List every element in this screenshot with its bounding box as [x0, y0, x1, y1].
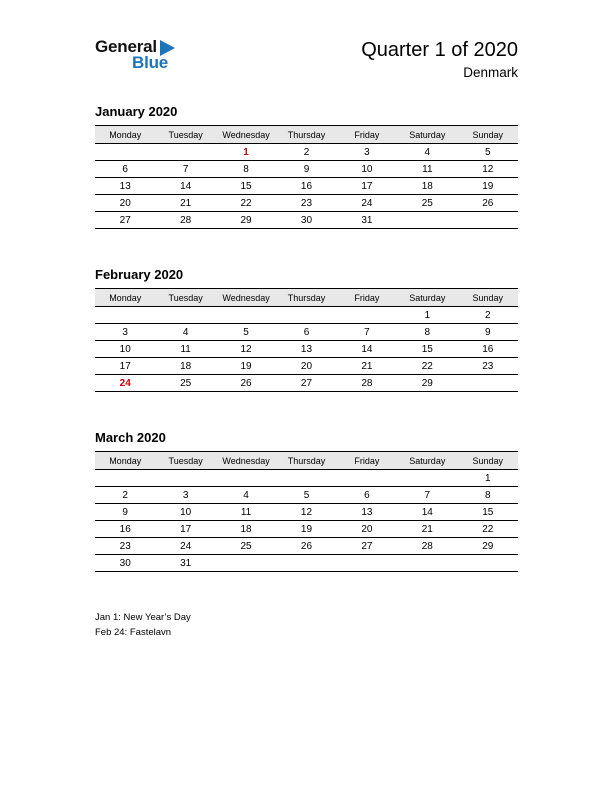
day-cell: 29 [397, 375, 457, 392]
day-cell: 14 [337, 341, 397, 358]
day-cell: 2 [458, 307, 518, 324]
weekday-header-friday: Friday [337, 126, 397, 144]
day-cell: 5 [216, 324, 276, 341]
day-cell: 22 [397, 358, 457, 375]
day-cell: 15 [216, 178, 276, 195]
weekday-header-wednesday: Wednesday [216, 289, 276, 307]
calendar-table [95, 288, 518, 392]
weekday-header-thursday: Thursday [276, 126, 336, 144]
empty-day-cell [155, 470, 215, 487]
day-cell: 28 [397, 538, 457, 555]
day-cell: 10 [337, 161, 397, 178]
day-cell: 8 [397, 324, 457, 341]
day-cell: 26 [458, 195, 518, 212]
day-cell: 18 [216, 521, 276, 538]
holiday-note: Jan 1: New Year’s Day [95, 612, 191, 623]
day-cell: 25 [216, 538, 276, 555]
week-row [95, 521, 518, 538]
empty-day-cell [397, 212, 457, 229]
week-row [95, 324, 518, 341]
page-header [95, 38, 518, 100]
holiday-notes [95, 610, 518, 640]
month-january [95, 104, 518, 229]
weekday-header-saturday: Saturday [397, 452, 457, 470]
day-cell: 24 [155, 538, 215, 555]
week-row [95, 358, 518, 375]
day-cell: 1 [458, 470, 518, 487]
day-cell: 12 [276, 504, 336, 521]
day-cell: 23 [458, 358, 518, 375]
day-cell: 6 [95, 161, 155, 178]
week-row [95, 307, 518, 324]
weekday-header-tuesday: Tuesday [155, 289, 215, 307]
day-cell: 11 [216, 504, 276, 521]
empty-day-cell [458, 555, 518, 572]
day-cell: 1 [397, 307, 457, 324]
empty-day-cell [337, 307, 397, 324]
empty-day-cell [216, 555, 276, 572]
general-blue-logo [95, 38, 175, 72]
empty-day-cell [155, 144, 215, 161]
empty-day-cell [337, 470, 397, 487]
day-cell: 21 [397, 521, 457, 538]
day-cell: 27 [337, 538, 397, 555]
month-february [95, 267, 518, 392]
calendar-table [95, 451, 518, 572]
weekday-header-saturday: Saturday [397, 289, 457, 307]
day-cell: 12 [216, 341, 276, 358]
day-cell: 18 [397, 178, 457, 195]
day-cell: 7 [337, 324, 397, 341]
logo-text-blue: Blue [132, 53, 169, 72]
weekday-header-saturday: Saturday [397, 126, 457, 144]
day-cell: 30 [95, 555, 155, 572]
day-cell: 7 [397, 487, 457, 504]
week-row [95, 487, 518, 504]
empty-day-cell [397, 470, 457, 487]
day-cell: 8 [216, 161, 276, 178]
day-cell: 31 [337, 212, 397, 229]
weekday-header-tuesday: Tuesday [155, 452, 215, 470]
weekday-header-sunday: Sunday [458, 452, 518, 470]
week-row [95, 195, 518, 212]
day-cell: 26 [216, 375, 276, 392]
week-row [95, 144, 518, 161]
weekday-header-monday: Monday [95, 126, 155, 144]
holiday-note: Feb 24: Fastelavn [95, 627, 172, 638]
day-cell: 29 [216, 212, 276, 229]
day-cell: 24 [337, 195, 397, 212]
empty-day-cell [458, 375, 518, 392]
page-title: Quarter 1 of 2020 [361, 39, 518, 61]
weekday-header-thursday: Thursday [276, 452, 336, 470]
day-cell: 8 [458, 487, 518, 504]
weekday-header-friday: Friday [337, 289, 397, 307]
empty-day-cell [276, 470, 336, 487]
day-cell: 31 [155, 555, 215, 572]
day-cell: 12 [458, 161, 518, 178]
week-row [95, 375, 518, 392]
day-cell: 18 [155, 358, 215, 375]
weekday-header-row [95, 289, 518, 307]
day-cell: 27 [95, 212, 155, 229]
day-cell: 16 [276, 178, 336, 195]
week-row [95, 504, 518, 521]
week-row [95, 178, 518, 195]
title-block [361, 38, 518, 80]
weekday-header-monday: Monday [95, 452, 155, 470]
day-cell: 20 [337, 521, 397, 538]
week-row [95, 470, 518, 487]
month-title: February 2020 [95, 267, 184, 282]
day-cell: 20 [95, 195, 155, 212]
day-cell: 16 [458, 341, 518, 358]
calendars-container [95, 104, 518, 572]
weekday-header-row [95, 126, 518, 144]
day-cell: 10 [95, 341, 155, 358]
day-cell: 6 [337, 487, 397, 504]
day-cell: 22 [216, 195, 276, 212]
day-cell: 19 [276, 521, 336, 538]
logo-text-general: General [95, 37, 157, 57]
weekday-header-friday: Friday [337, 452, 397, 470]
day-cell: 3 [337, 144, 397, 161]
week-row [95, 161, 518, 178]
day-cell: 2 [95, 487, 155, 504]
day-cell: 14 [155, 178, 215, 195]
day-cell: 15 [397, 341, 457, 358]
empty-day-cell [276, 307, 336, 324]
calendar-table [95, 125, 518, 229]
page-subtitle: Denmark [463, 65, 518, 80]
empty-day-cell [276, 555, 336, 572]
day-cell: 3 [95, 324, 155, 341]
week-row [95, 538, 518, 555]
day-cell: 23 [276, 195, 336, 212]
day-cell: 28 [337, 375, 397, 392]
day-cell: 23 [95, 538, 155, 555]
empty-day-cell [458, 212, 518, 229]
day-cell: 19 [458, 178, 518, 195]
weekday-header-thursday: Thursday [276, 289, 336, 307]
empty-day-cell [95, 470, 155, 487]
month-march [95, 430, 518, 572]
month-title: March 2020 [95, 430, 166, 445]
day-cell: 6 [276, 324, 336, 341]
day-cell: 20 [276, 358, 336, 375]
day-cell: 13 [337, 504, 397, 521]
day-cell: 2 [276, 144, 336, 161]
day-cell: 3 [155, 487, 215, 504]
weekday-header-sunday: Sunday [458, 126, 518, 144]
empty-day-cell [216, 307, 276, 324]
day-cell: 21 [155, 195, 215, 212]
day-cell: 13 [276, 341, 336, 358]
day-cell: 4 [216, 487, 276, 504]
day-cell: 7 [155, 161, 215, 178]
day-cell: 14 [397, 504, 457, 521]
weekday-header-wednesday: Wednesday [216, 126, 276, 144]
weekday-header-monday: Monday [95, 289, 155, 307]
empty-day-cell [155, 307, 215, 324]
day-cell: 19 [216, 358, 276, 375]
day-cell: 15 [458, 504, 518, 521]
day-cell: 17 [155, 521, 215, 538]
holiday-day-cell: 1 [216, 144, 276, 161]
day-cell: 25 [397, 195, 457, 212]
day-cell: 9 [95, 504, 155, 521]
empty-day-cell [216, 470, 276, 487]
day-cell: 11 [155, 341, 215, 358]
day-cell: 9 [276, 161, 336, 178]
day-cell: 30 [276, 212, 336, 229]
day-cell: 17 [95, 358, 155, 375]
week-row [95, 555, 518, 572]
weekday-header-row [95, 452, 518, 470]
weekday-header-sunday: Sunday [458, 289, 518, 307]
day-cell: 13 [95, 178, 155, 195]
empty-day-cell [397, 555, 457, 572]
day-cell: 5 [458, 144, 518, 161]
weekday-header-wednesday: Wednesday [216, 452, 276, 470]
day-cell: 22 [458, 521, 518, 538]
day-cell: 11 [397, 161, 457, 178]
day-cell: 4 [155, 324, 215, 341]
day-cell: 17 [337, 178, 397, 195]
empty-day-cell [95, 144, 155, 161]
weekday-header-tuesday: Tuesday [155, 126, 215, 144]
empty-day-cell [95, 307, 155, 324]
week-row [95, 212, 518, 229]
day-cell: 29 [458, 538, 518, 555]
day-cell: 5 [276, 487, 336, 504]
month-title: January 2020 [95, 104, 178, 119]
day-cell: 4 [397, 144, 457, 161]
day-cell: 25 [155, 375, 215, 392]
day-cell: 16 [95, 521, 155, 538]
week-row [95, 341, 518, 358]
day-cell: 28 [155, 212, 215, 229]
day-cell: 21 [337, 358, 397, 375]
empty-day-cell [337, 555, 397, 572]
day-cell: 27 [276, 375, 336, 392]
day-cell: 26 [276, 538, 336, 555]
day-cell: 9 [458, 324, 518, 341]
day-cell: 10 [155, 504, 215, 521]
holiday-day-cell: 24 [95, 375, 155, 392]
